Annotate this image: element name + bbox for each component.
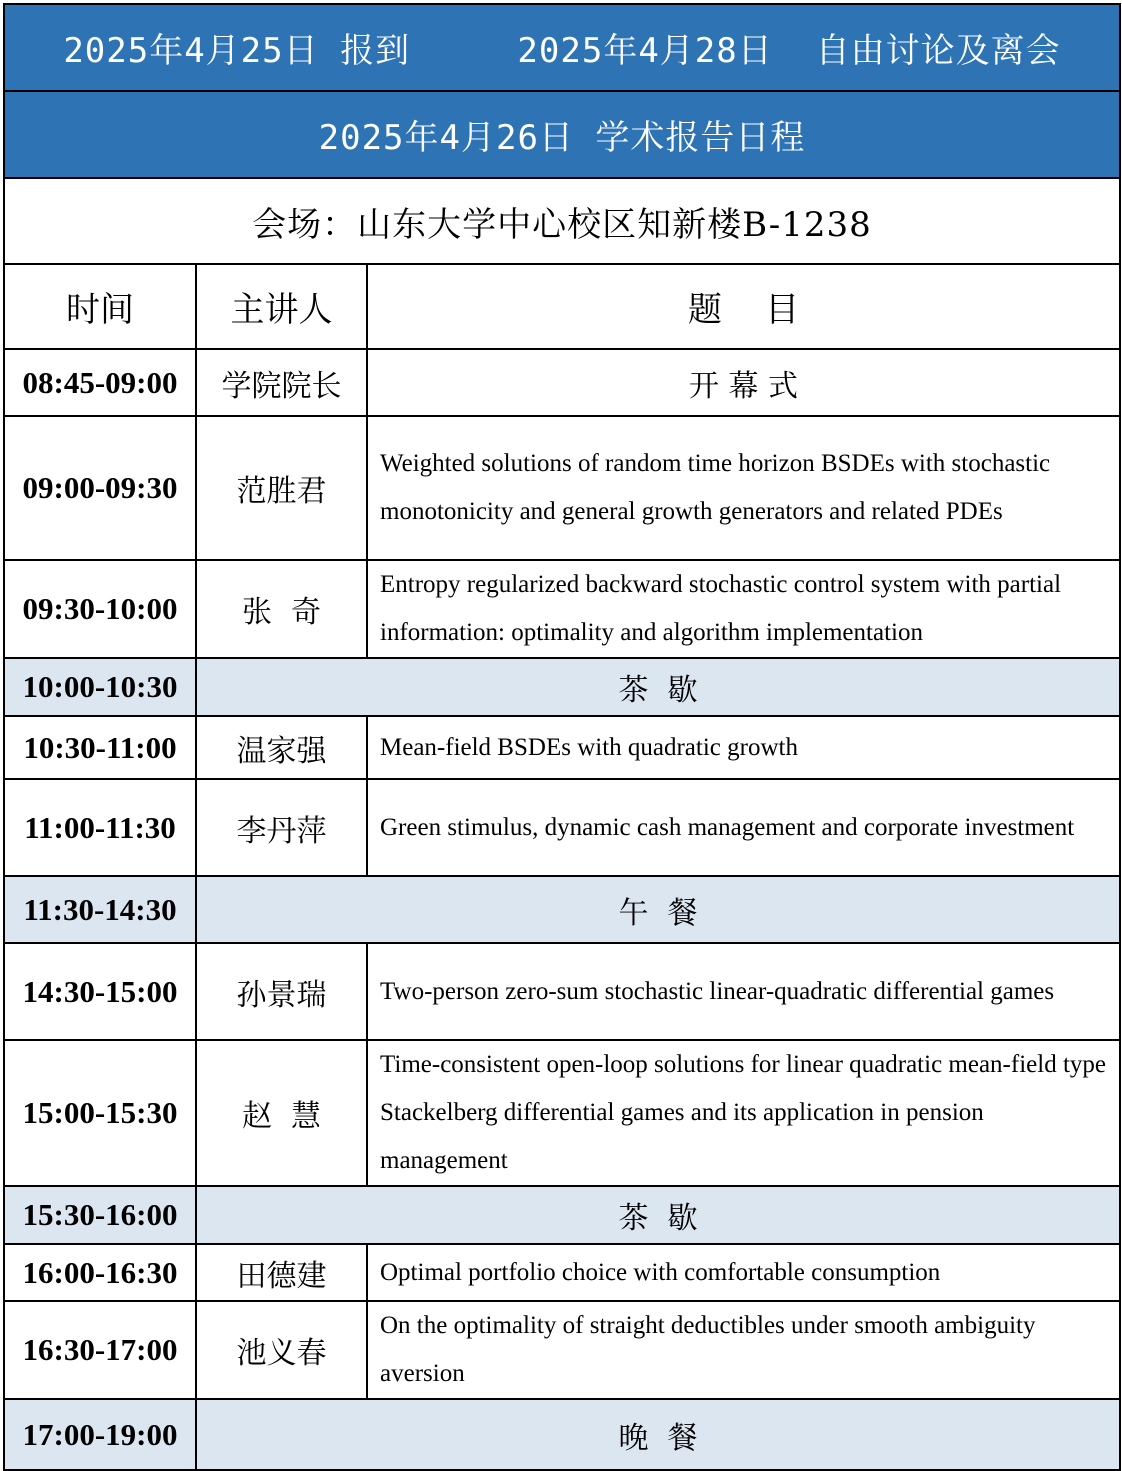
column-header-title: 题 目 xyxy=(367,264,1120,349)
time-cell: 11:00-11:30 xyxy=(4,779,196,876)
talk-title-cell: Two-person zero-sum stochastic linear-quadratic differential games xyxy=(367,943,1120,1040)
tea-break-cell: 茶 歇 xyxy=(196,658,1120,716)
speaker-cell: 孙景瑞 xyxy=(196,943,367,1040)
speaker-cell: 范胜君 xyxy=(196,416,367,560)
time-cell: 09:00-09:30 xyxy=(4,416,196,560)
column-header-row xyxy=(4,264,1120,349)
lunch-cell: 午 餐 xyxy=(196,876,1120,943)
break-row xyxy=(4,1399,1120,1470)
speaker-cell: 池义春 xyxy=(196,1301,367,1399)
talk-row xyxy=(4,1244,1120,1301)
registration-departure-dates: 2025年4月25日 报到 2025年4月28日 自由讨论及离会 xyxy=(4,4,1120,91)
break-row xyxy=(4,658,1120,716)
opening-ceremony-cell: 开 幕 式 xyxy=(367,349,1120,416)
time-cell: 15:30-16:00 xyxy=(4,1186,196,1244)
column-header-speaker: 主讲人 xyxy=(196,264,367,349)
venue-row xyxy=(4,178,1120,264)
speaker-cell: 田德建 xyxy=(196,1244,367,1301)
talk-row xyxy=(4,943,1120,1040)
talk-row xyxy=(4,416,1120,560)
break-row xyxy=(4,876,1120,943)
time-cell: 09:30-10:00 xyxy=(4,560,196,658)
talk-row xyxy=(4,716,1120,779)
program-date-title: 2025年4月26日 学术报告日程 xyxy=(4,91,1120,178)
talk-title-cell: Green stimulus, dynamic cash management and corporate investment xyxy=(367,779,1120,876)
time-cell: 17:00-19:00 xyxy=(4,1399,196,1470)
talk-title-cell: Time-consistent open-loop solutions for linear quadratic mean-field type Stackelberg differential games and its application in pension management xyxy=(367,1040,1120,1186)
speaker-cell: 张 奇 xyxy=(196,560,367,658)
opening-row xyxy=(4,349,1120,416)
break-row xyxy=(4,1186,1120,1244)
time-cell: 11:30-14:30 xyxy=(4,876,196,943)
time-cell: 14:30-15:00 xyxy=(4,943,196,1040)
talk-row xyxy=(4,1040,1120,1186)
talk-title-cell: Weighted solutions of random time horizon BSDEs with stochastic monotonicity and general growth generators and related PDEs xyxy=(367,416,1120,560)
program-banner xyxy=(4,91,1120,178)
talk-row xyxy=(4,779,1120,876)
time-cell: 16:00-16:30 xyxy=(4,1244,196,1301)
tea-break-cell: 茶 歇 xyxy=(196,1186,1120,1244)
time-cell: 08:45-09:00 xyxy=(4,349,196,416)
talk-row xyxy=(4,1301,1120,1399)
time-cell: 16:30-17:00 xyxy=(4,1301,196,1399)
talk-row xyxy=(4,560,1120,658)
venue-text: 会场：山东大学中心校区知新楼B-1238 xyxy=(4,178,1120,264)
talk-title-cell: Entropy regularized backward stochastic control system with partial information: optimality and algorithm implementation xyxy=(367,560,1120,658)
speaker-cell: 赵 慧 xyxy=(196,1040,367,1186)
time-cell: 10:00-10:30 xyxy=(4,658,196,716)
dinner-cell: 晚 餐 xyxy=(196,1399,1120,1470)
column-header-time: 时间 xyxy=(4,264,196,349)
dates-banner xyxy=(4,4,1120,91)
speaker-cell: 李丹萍 xyxy=(196,779,367,876)
schedule-table xyxy=(3,3,1121,1471)
talk-title-cell: Mean-field BSDEs with quadratic growth xyxy=(367,716,1120,779)
speaker-cell: 温家强 xyxy=(196,716,367,779)
talk-title-cell: On the optimality of straight deductibles under smooth ambiguity aversion xyxy=(367,1301,1120,1399)
talk-title-cell: Optimal portfolio choice with comfortable consumption xyxy=(367,1244,1120,1301)
time-cell: 15:00-15:30 xyxy=(4,1040,196,1186)
speaker-cell: 学院院长 xyxy=(196,349,367,416)
time-cell: 10:30-11:00 xyxy=(4,716,196,779)
